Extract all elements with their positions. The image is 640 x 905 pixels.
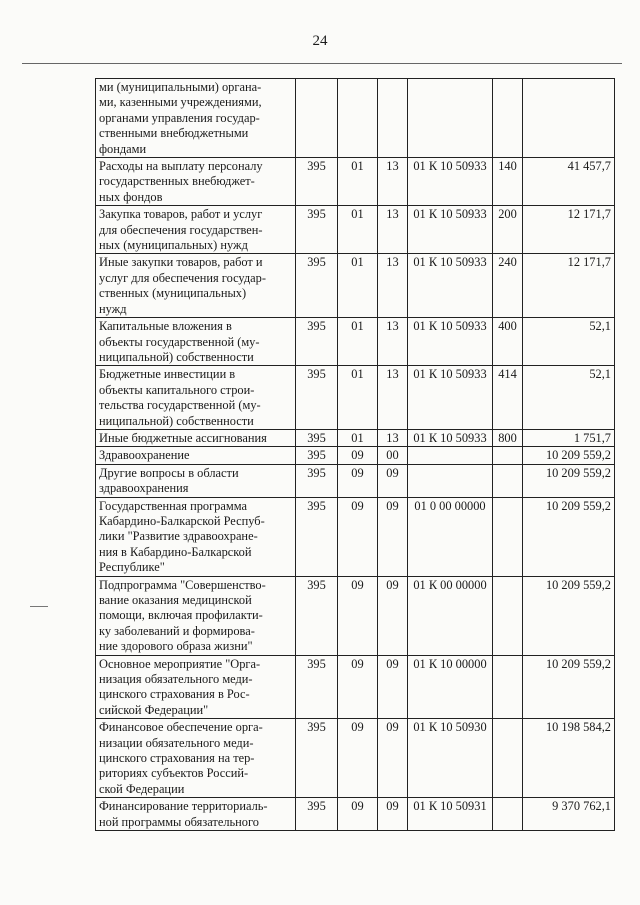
row-name-cell: Подпрограмма "Совершенство- вание оказания медицинской помощи, включая профилакти- ку заболеваний и формирова- ние здорового образа жизни" [96,576,296,655]
table-row [96,464,615,497]
expense-type-cell [493,576,523,655]
ministry-code-cell: 395 [296,158,338,206]
amount-cell: 10 209 559,2 [523,464,615,497]
amount-cell: 1 751,7 [523,429,615,446]
amount-cell: 10 198 584,2 [523,719,615,798]
table-row [96,254,615,318]
subsection-code-cell: 09 [378,798,408,831]
amount-cell: 12 171,7 [523,206,615,254]
subsection-code-cell: 13 [378,318,408,366]
expense-type-cell [493,497,523,576]
subsection-code-cell: 09 [378,655,408,719]
row-name-cell: Финансовое обеспечение орга- низации обязательного меди- цинского страхования на тер- риториях субъектов Россий- ской Федерации [96,719,296,798]
ministry-code-cell: 395 [296,655,338,719]
subsection-code-cell: 13 [378,254,408,318]
row-name-cell: Расходы на выплату персоналу государственных внебюджет- ных фондов [96,158,296,206]
section-code-cell: 01 [338,206,378,254]
expense-type-cell [493,79,523,158]
subsection-code-cell: 09 [378,576,408,655]
amount-cell: 41 457,7 [523,158,615,206]
target-article-cell: 01 0 00 00000 [408,497,493,576]
ministry-code-cell: 395 [296,464,338,497]
target-article-cell [408,464,493,497]
row-name-cell: Здравоохранение [96,447,296,464]
section-code-cell: 01 [338,158,378,206]
expense-type-cell [493,719,523,798]
row-name-cell: Основное мероприятие "Орга- низация обязательного меди- цинского страхования в Рос- сийской Федерации" [96,655,296,719]
table-row [96,206,615,254]
expense-type-cell [493,655,523,719]
row-name-cell: Бюджетные инвестиции в объекты капитального строи- тельства государственной (му- ниципальной) собственности [96,366,296,430]
expense-type-cell [493,464,523,497]
section-code-cell: 01 [338,318,378,366]
target-article-cell [408,447,493,464]
table-row [96,366,615,430]
amount-cell: 52,1 [523,318,615,366]
target-article-cell: 01 К 10 50933 [408,318,493,366]
target-article-cell: 01 К 10 00000 [408,655,493,719]
budget-table [95,78,615,831]
section-code-cell: 09 [338,655,378,719]
ministry-code-cell: 395 [296,254,338,318]
section-code-cell: 09 [338,497,378,576]
section-code-cell: 09 [338,719,378,798]
table-row [96,318,615,366]
page-number: 24 [312,33,328,49]
scan-artifact-dash [30,606,48,607]
ministry-code-cell: 395 [296,206,338,254]
section-code-cell: 01 [338,254,378,318]
row-name-cell: Иные бюджетные ассигнования [96,429,296,446]
target-article-cell: 01 К 10 50931 [408,798,493,831]
expense-type-cell [493,447,523,464]
table-row [96,429,615,446]
row-name-cell: Капитальные вложения в объекты государственной (му- ниципальной) собственности [96,318,296,366]
expense-type-cell: 400 [493,318,523,366]
amount-cell: 9 370 762,1 [523,798,615,831]
ministry-code-cell: 395 [296,429,338,446]
ministry-code-cell: 395 [296,447,338,464]
section-code-cell: 09 [338,576,378,655]
subsection-code-cell: 00 [378,447,408,464]
row-name-cell: ми (муниципальными) органа- ми, казенными учреждениями, органами управления государ- ственными внебюджетными фондами [96,79,296,158]
subsection-code-cell: 09 [378,464,408,497]
subsection-code-cell: 13 [378,206,408,254]
target-article-cell: 01 К 00 00000 [408,576,493,655]
ministry-code-cell: 395 [296,576,338,655]
table-row [96,497,615,576]
subsection-code-cell: 09 [378,497,408,576]
table-row [96,158,615,206]
section-code-cell [338,79,378,158]
amount-cell: 10 209 559,2 [523,497,615,576]
subsection-code-cell: 13 [378,158,408,206]
target-article-cell: 01 К 10 50933 [408,429,493,446]
amount-cell [523,79,615,158]
ministry-code-cell [296,79,338,158]
amount-cell: 10 209 559,2 [523,447,615,464]
row-name-cell: Государственная программа Кабардино-Балкарской Респуб- лики "Развитие здравоохране- ния в Кабардино-Балкарской Республике" [96,497,296,576]
ministry-code-cell: 395 [296,798,338,831]
expense-type-cell [493,798,523,831]
table-row [96,798,615,831]
amount-cell: 12 171,7 [523,254,615,318]
expense-type-cell: 240 [493,254,523,318]
target-article-cell: 01 К 10 50930 [408,719,493,798]
scan-artifact-line [22,63,622,64]
subsection-code-cell [378,79,408,158]
expense-type-cell: 140 [493,158,523,206]
row-name-cell: Иные закупки товаров, работ и услуг для обеспечения государ- ственных (муниципальных) нужд [96,254,296,318]
section-code-cell: 01 [338,366,378,430]
target-article-cell: 01 К 10 50933 [408,366,493,430]
subsection-code-cell: 13 [378,429,408,446]
expense-type-cell: 414 [493,366,523,430]
target-article-cell [408,79,493,158]
amount-cell: 10 209 559,2 [523,576,615,655]
target-article-cell: 01 К 10 50933 [408,158,493,206]
table-row [96,655,615,719]
section-code-cell: 01 [338,429,378,446]
table-row [96,576,615,655]
expense-type-cell: 200 [493,206,523,254]
ministry-code-cell: 395 [296,366,338,430]
amount-cell: 52,1 [523,366,615,430]
subsection-code-cell: 13 [378,366,408,430]
target-article-cell: 01 К 10 50933 [408,254,493,318]
ministry-code-cell: 395 [296,719,338,798]
section-code-cell: 09 [338,464,378,497]
target-article-cell: 01 К 10 50933 [408,206,493,254]
table-row [96,719,615,798]
subsection-code-cell: 09 [378,719,408,798]
table-row [96,79,615,158]
section-code-cell: 09 [338,447,378,464]
ministry-code-cell: 395 [296,318,338,366]
amount-cell: 10 209 559,2 [523,655,615,719]
section-code-cell: 09 [338,798,378,831]
table-row [96,447,615,464]
row-name-cell: Закупка товаров, работ и услуг для обеспечения государствен- ных (муниципальных) нужд [96,206,296,254]
ministry-code-cell: 395 [296,497,338,576]
expense-type-cell: 800 [493,429,523,446]
row-name-cell: Финансирование территориаль- ной программы обязательного [96,798,296,831]
row-name-cell: Другие вопросы в области здравоохранения [96,464,296,497]
